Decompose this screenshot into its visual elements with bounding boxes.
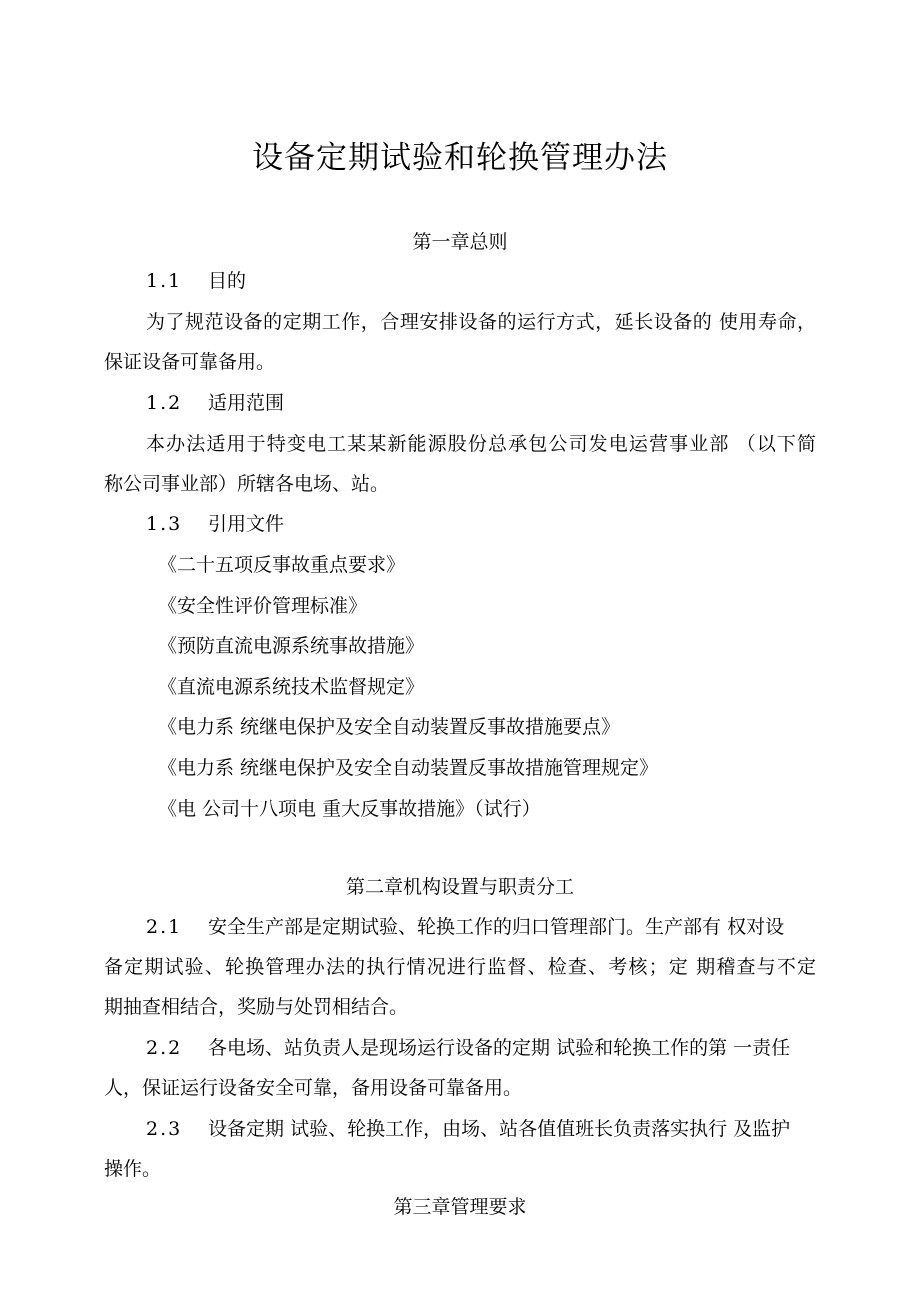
chapter-1-heading: 第一章总则 — [412, 231, 508, 253]
section-title: 目的 — [208, 270, 247, 292]
paragraph-line: 称公司事业部）所辖各电场、站。 — [104, 473, 390, 495]
reference-item: 《电 公司十八项电 重大反事故措施》（试行） — [158, 798, 541, 820]
section-title: 引用文件 — [208, 513, 285, 535]
paragraph-text: 安全生产部是定期试验、轮换工作的归口管理部门。生产部有 权对设 — [208, 916, 785, 938]
reference-item: 《预防直流电源系统事故措施》 — [158, 635, 425, 657]
paragraph-line: 备定期试验、轮换管理办法的执行情况进行监督、检查、考核；定 期稽查与不定 — [104, 956, 816, 978]
paragraph-text: 各电场、站负责人是现场运行设备的定期 试验和轮换工作的第 一责任 — [208, 1037, 791, 1059]
section-2-3-line — [146, 1116, 816, 1142]
section-1-1-heading — [146, 268, 246, 294]
paragraph-line: 为了规范设备的定期工作，合理安排设备的运行方式，延长设备的 使用寿命， — [146, 311, 816, 333]
chapter-2-heading: 第二章机构设置与职责分工 — [345, 876, 574, 898]
reference-item: 《直流电源系统技术监督规定》 — [158, 676, 425, 698]
section-1-3-heading — [146, 511, 284, 537]
paragraph-line: 本办法适用于特变电工某某新能源股份总承包公司发电运营事业部 （以下简 — [146, 433, 816, 455]
section-number: 1.1 — [146, 270, 183, 292]
section-1-2-heading — [146, 390, 284, 416]
paragraph-line: 期抽查相结合，奖励与处罚相结合。 — [104, 996, 409, 1018]
section-number: 2.3 — [146, 1118, 183, 1140]
reference-item: 《二十五项反事故重点要求》 — [158, 554, 406, 576]
reference-item: 《安全性评价管理标准》 — [158, 595, 368, 617]
section-title: 适用范围 — [208, 392, 285, 414]
reference-item: 《电力系 统继电保护及安全自动装置反事故措施管理规定》 — [158, 757, 659, 779]
chapter-3-heading: 第三章管理要求 — [393, 1196, 527, 1218]
section-number: 1.3 — [146, 513, 183, 535]
section-2-1-line — [146, 914, 816, 940]
paragraph-text: 设备定期 试验、轮换工作，由场、站各值值班长负责落实执行 及监护 — [208, 1118, 791, 1140]
section-number: 1.2 — [146, 392, 183, 414]
section-number: 2.2 — [146, 1037, 183, 1059]
section-2-2-line — [146, 1035, 816, 1061]
document-title: 设备定期试验和轮换管理办法 — [252, 140, 668, 176]
paragraph-line: 操作。 — [104, 1158, 162, 1180]
reference-item: 《电力系 统继电保护及安全自动装置反事故措施要点》 — [158, 716, 621, 738]
section-number: 2.1 — [146, 916, 183, 938]
paragraph-line: 保证设备可靠备用。 — [104, 351, 276, 373]
paragraph-line: 人，保证运行设备安全可靠，备用设备可靠备用。 — [104, 1077, 523, 1099]
